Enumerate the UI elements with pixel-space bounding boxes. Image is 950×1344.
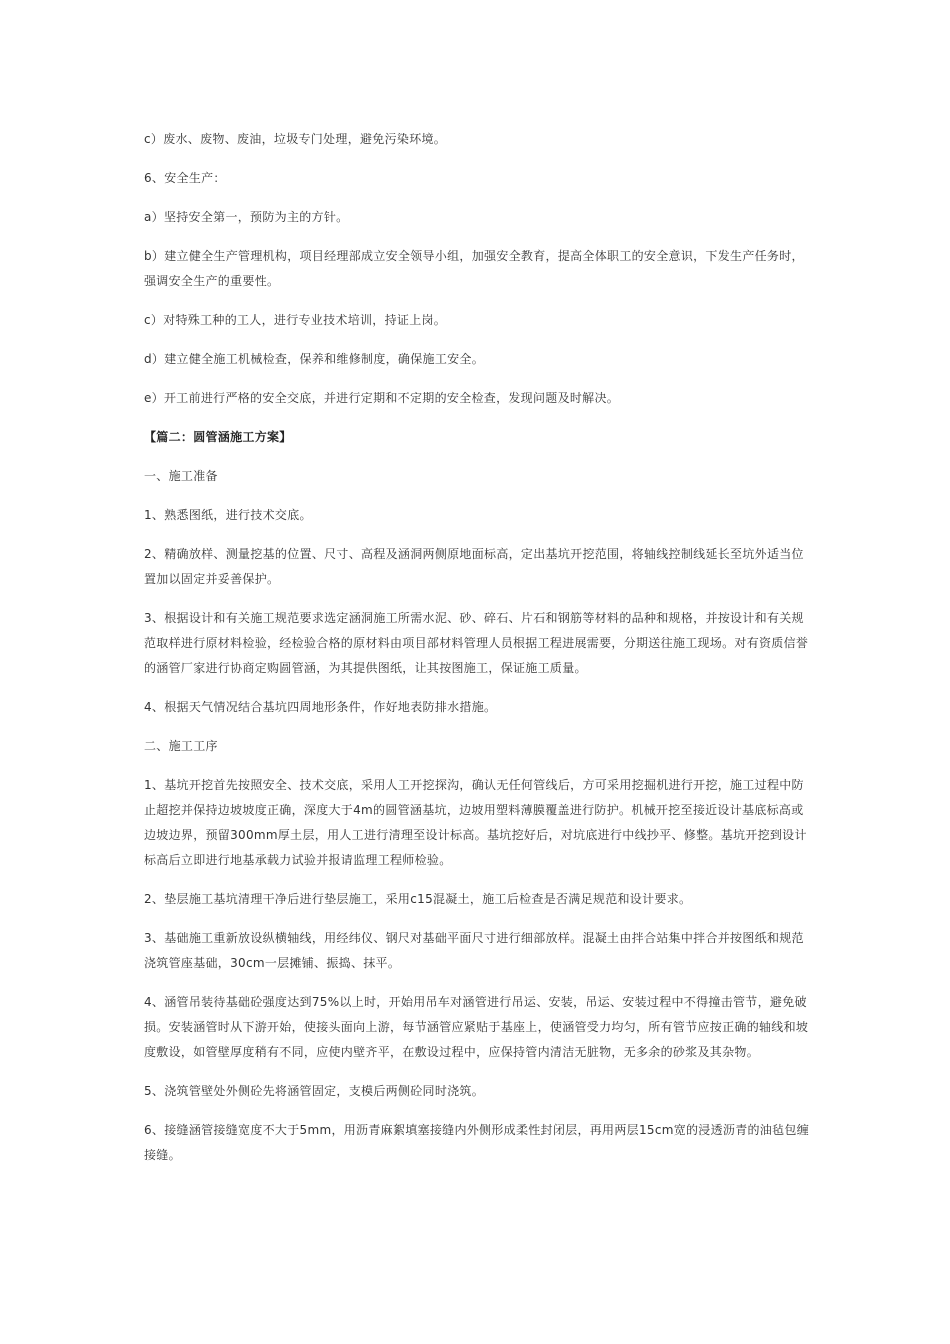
paragraph: 2、精确放样、测量挖基的位置、尺寸、高程及涵洞两侧原地面标高，定出基坑开挖范围，将轴线控制线延长至坑外适当位置加以固定并妥善保护。: [144, 547, 804, 586]
paragraph: c）废水、废物、废油，垃圾专门处理，避免污染环境。: [144, 132, 447, 146]
paragraph: e）开工前进行严格的安全交底，并进行定期和不定期的安全检查，发现问题及时解决。: [144, 391, 620, 405]
paragraph: 3、根据设计和有关施工规范要求选定涵洞施工所需水泥、砂、碎石、片石和钢筋等材料的品种和规格，并按设计和有关规范取样进行原材料检验，经检验合格的原材料由项目部材料管理人员根据工程进展需要，分期送往施工现场。对有资质信誉的涵管厂家进行协商定购圆管涵，为其提供图纸，让其按图施工，保证施工质量。: [144, 611, 809, 675]
paragraph: 6、接缝涵管接缝宽度不大于5mm，用沥青麻絮填塞接缝内外侧形成柔性封闭层，再用两层15cm宽的浸透沥青的油毡包缠接缝。: [144, 1123, 810, 1162]
paragraph: 3、基础施工重新放设纵横轴线，用经纬仪、钢尺对基础平面尺寸进行细部放样。混凝土由拌合站集中拌合并按图纸和规范浇筑管座基础，30cm一层摊铺、振捣、抹平。: [144, 931, 804, 970]
paragraph: 6、安全生产：: [144, 171, 226, 185]
paragraph: b）建立健全生产管理机构，项目经理部成立安全领导小组，加强安全教育，提高全体职工的安全意识，下发生产任务时，强调安全生产的重要性。: [144, 249, 804, 288]
paragraph: a）坚持安全第一，预防为主的方针。: [144, 210, 349, 224]
paragraph: 一、施工准备: [144, 469, 218, 483]
paragraph: c）对特殊工种的工人，进行专业技术培训，持证上岗。: [144, 313, 447, 327]
paragraph: 2、垫层施工基坑清理干净后进行垫层施工，采用c15混凝土，施工后检查是否满足规范和设计要求。: [144, 892, 692, 906]
paragraph: 5、浇筑管壁处外侧砼先将涵管固定，支模后两侧砼同时浇筑。: [144, 1084, 485, 1098]
paragraph: 二、施工工序: [144, 739, 218, 753]
paragraph: 4、根据天气情况结合基坑四周地形条件，作好地表防排水措施。: [144, 700, 497, 714]
document-body: [144, 127, 810, 1182]
section-heading: 【篇二：圆管涵施工方案】: [144, 430, 292, 444]
paragraph: 1、熟悉图纸，进行技术交底。: [144, 508, 312, 522]
paragraph: 1、基坑开挖首先按照安全、技术交底，采用人工开挖探沟，确认无任何管线后，方可采用挖掘机进行开挖，施工过程中防止超挖并保持边坡坡度正确，深度大于4m的圆管涵基坑，边坡用塑料薄膜覆盖进行防护。机械开挖至接近设计基底标高或边坡边界，预留300mm厚土层，用人工进行清理至设计标高。基坑挖好后，对坑底进行中线抄平、修整。基坑开挖到设计标高后立即进行地基承载力试验并报请监理工程师检验。: [144, 778, 807, 867]
paragraph: 4、涵管吊装待基础砼强度达到75%以上时，开始用吊车对涵管进行吊运、安装，吊运、安装过程中不得撞击管节，避免破损。安装涵管时从下游开始，使接头面向上游，每节涵管应紧贴于基座上，使涵管受力均匀，所有管节应按正确的轴线和坡度敷设，如管壁厚度稍有不同，应使内壁齐平，在敷设过程中，应保持管内清洁无脏物，无多余的砂浆及其杂物。: [144, 995, 809, 1059]
paragraph: d）建立健全施工机械检查，保养和维修制度，确保施工安全。: [144, 352, 485, 366]
